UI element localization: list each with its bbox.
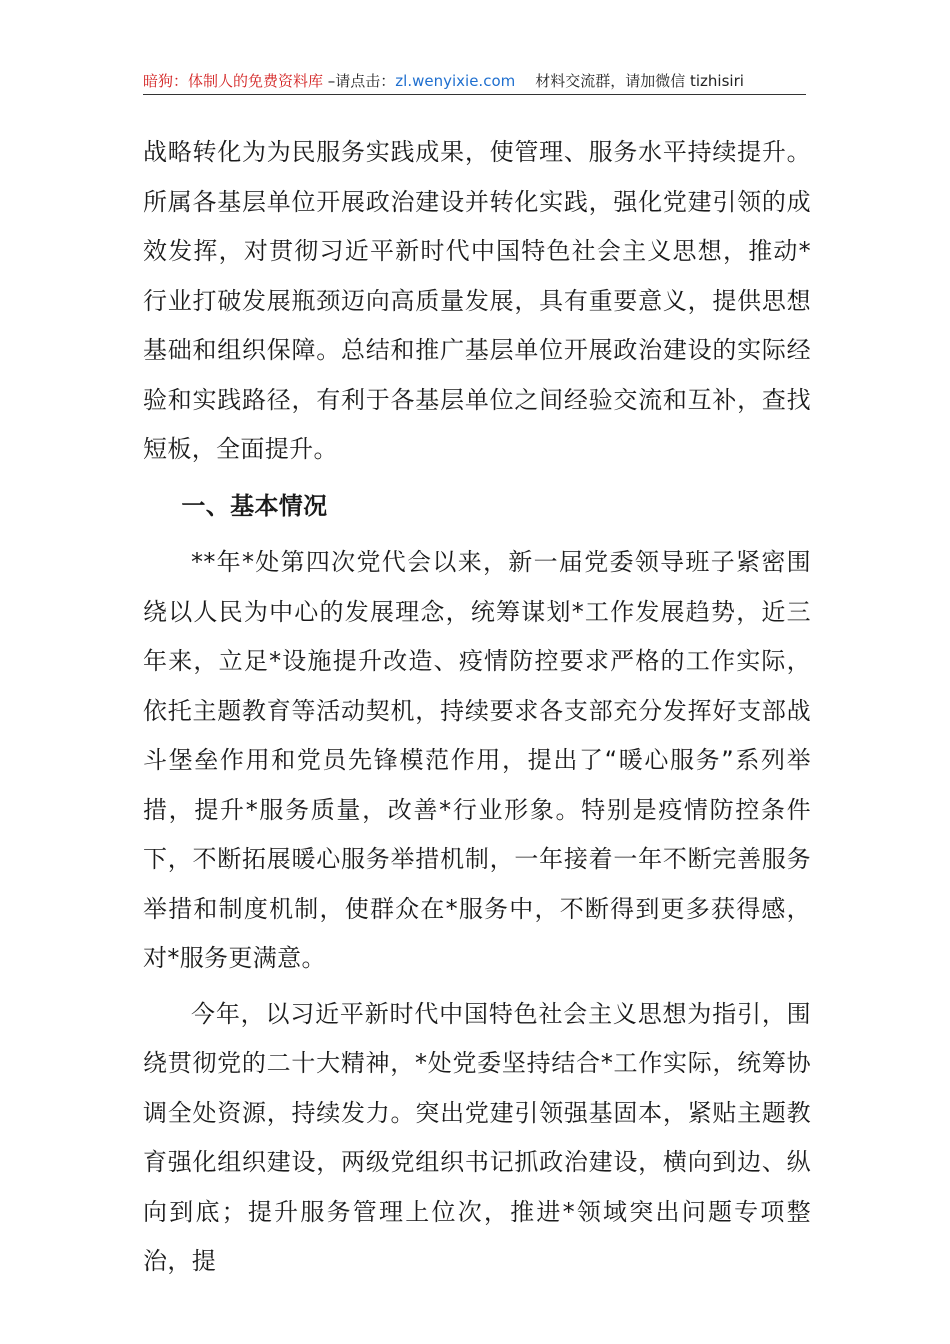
header-contact: 材料交流群，请加微信 tizhisiri <box>535 72 744 90</box>
paragraph-this-year: 今年，以习近平新时代中国特色社会主义思想为指引，围绕贯彻党的二十大精神，*处党委坚持结合*工作实际，统筹协调全处资源，持续发力。突出党建引领强基固本，紧贴主题教育强化组织建设，两级党组织书记抓政治建设，横向到边、纵向到底；提升服务管理上位次，推进*领域突出问题专项整治，提 <box>143 999 811 1275</box>
paragraph-intro: 战略转化为为民服务实践成果，使管理、服务水平持续提升。所属各基层单位开展政治建设并转化实践，强化党建引领的成效发挥，对贯彻习近平新时代中国特色社会主义思想，推动*行业打破发展瓶颈迈向高质量发展，具有重要意义，提供思想基础和组织保障。总结和推广基层单位开展政治建设的实际经验和实践路径，有利于各基层单位之间经验交流和互补，查找短板，全面提升。 <box>143 138 811 463</box>
header-brand: 暗狗：体制人的免费资料库 <box>143 72 324 90</box>
document-body <box>143 128 811 1287</box>
page-header <box>143 68 806 95</box>
header-dash: –请点击： <box>323 72 396 90</box>
header-link[interactable]: zl.wenyixie.com <box>395 72 516 90</box>
section-heading: 一、基本情况 <box>181 491 328 520</box>
paragraph-basic-situation: **年*处第四次党代会以来，新一届党委领导班子紧密围绕以人民为中心的发展理念，统筹谋划*工作发展趋势，近三年来，立足*设施提升改造、疫情防控要求严格的工作实际，依托主题教育等活动契机，持续要求各支部充分发挥好支部战斗堡垒作用和党员先锋模范作用，提出了“暖心服务”系列举措，提升*服务质量，改善*行业形象。特别是疫情防控条件下，不断拓展暖心服务举措机制，一年接着一年不断完善服务举措和制度机制，使群众在*服务中，不断得到更多获得感，对*服务更满意。 <box>143 548 811 972</box>
